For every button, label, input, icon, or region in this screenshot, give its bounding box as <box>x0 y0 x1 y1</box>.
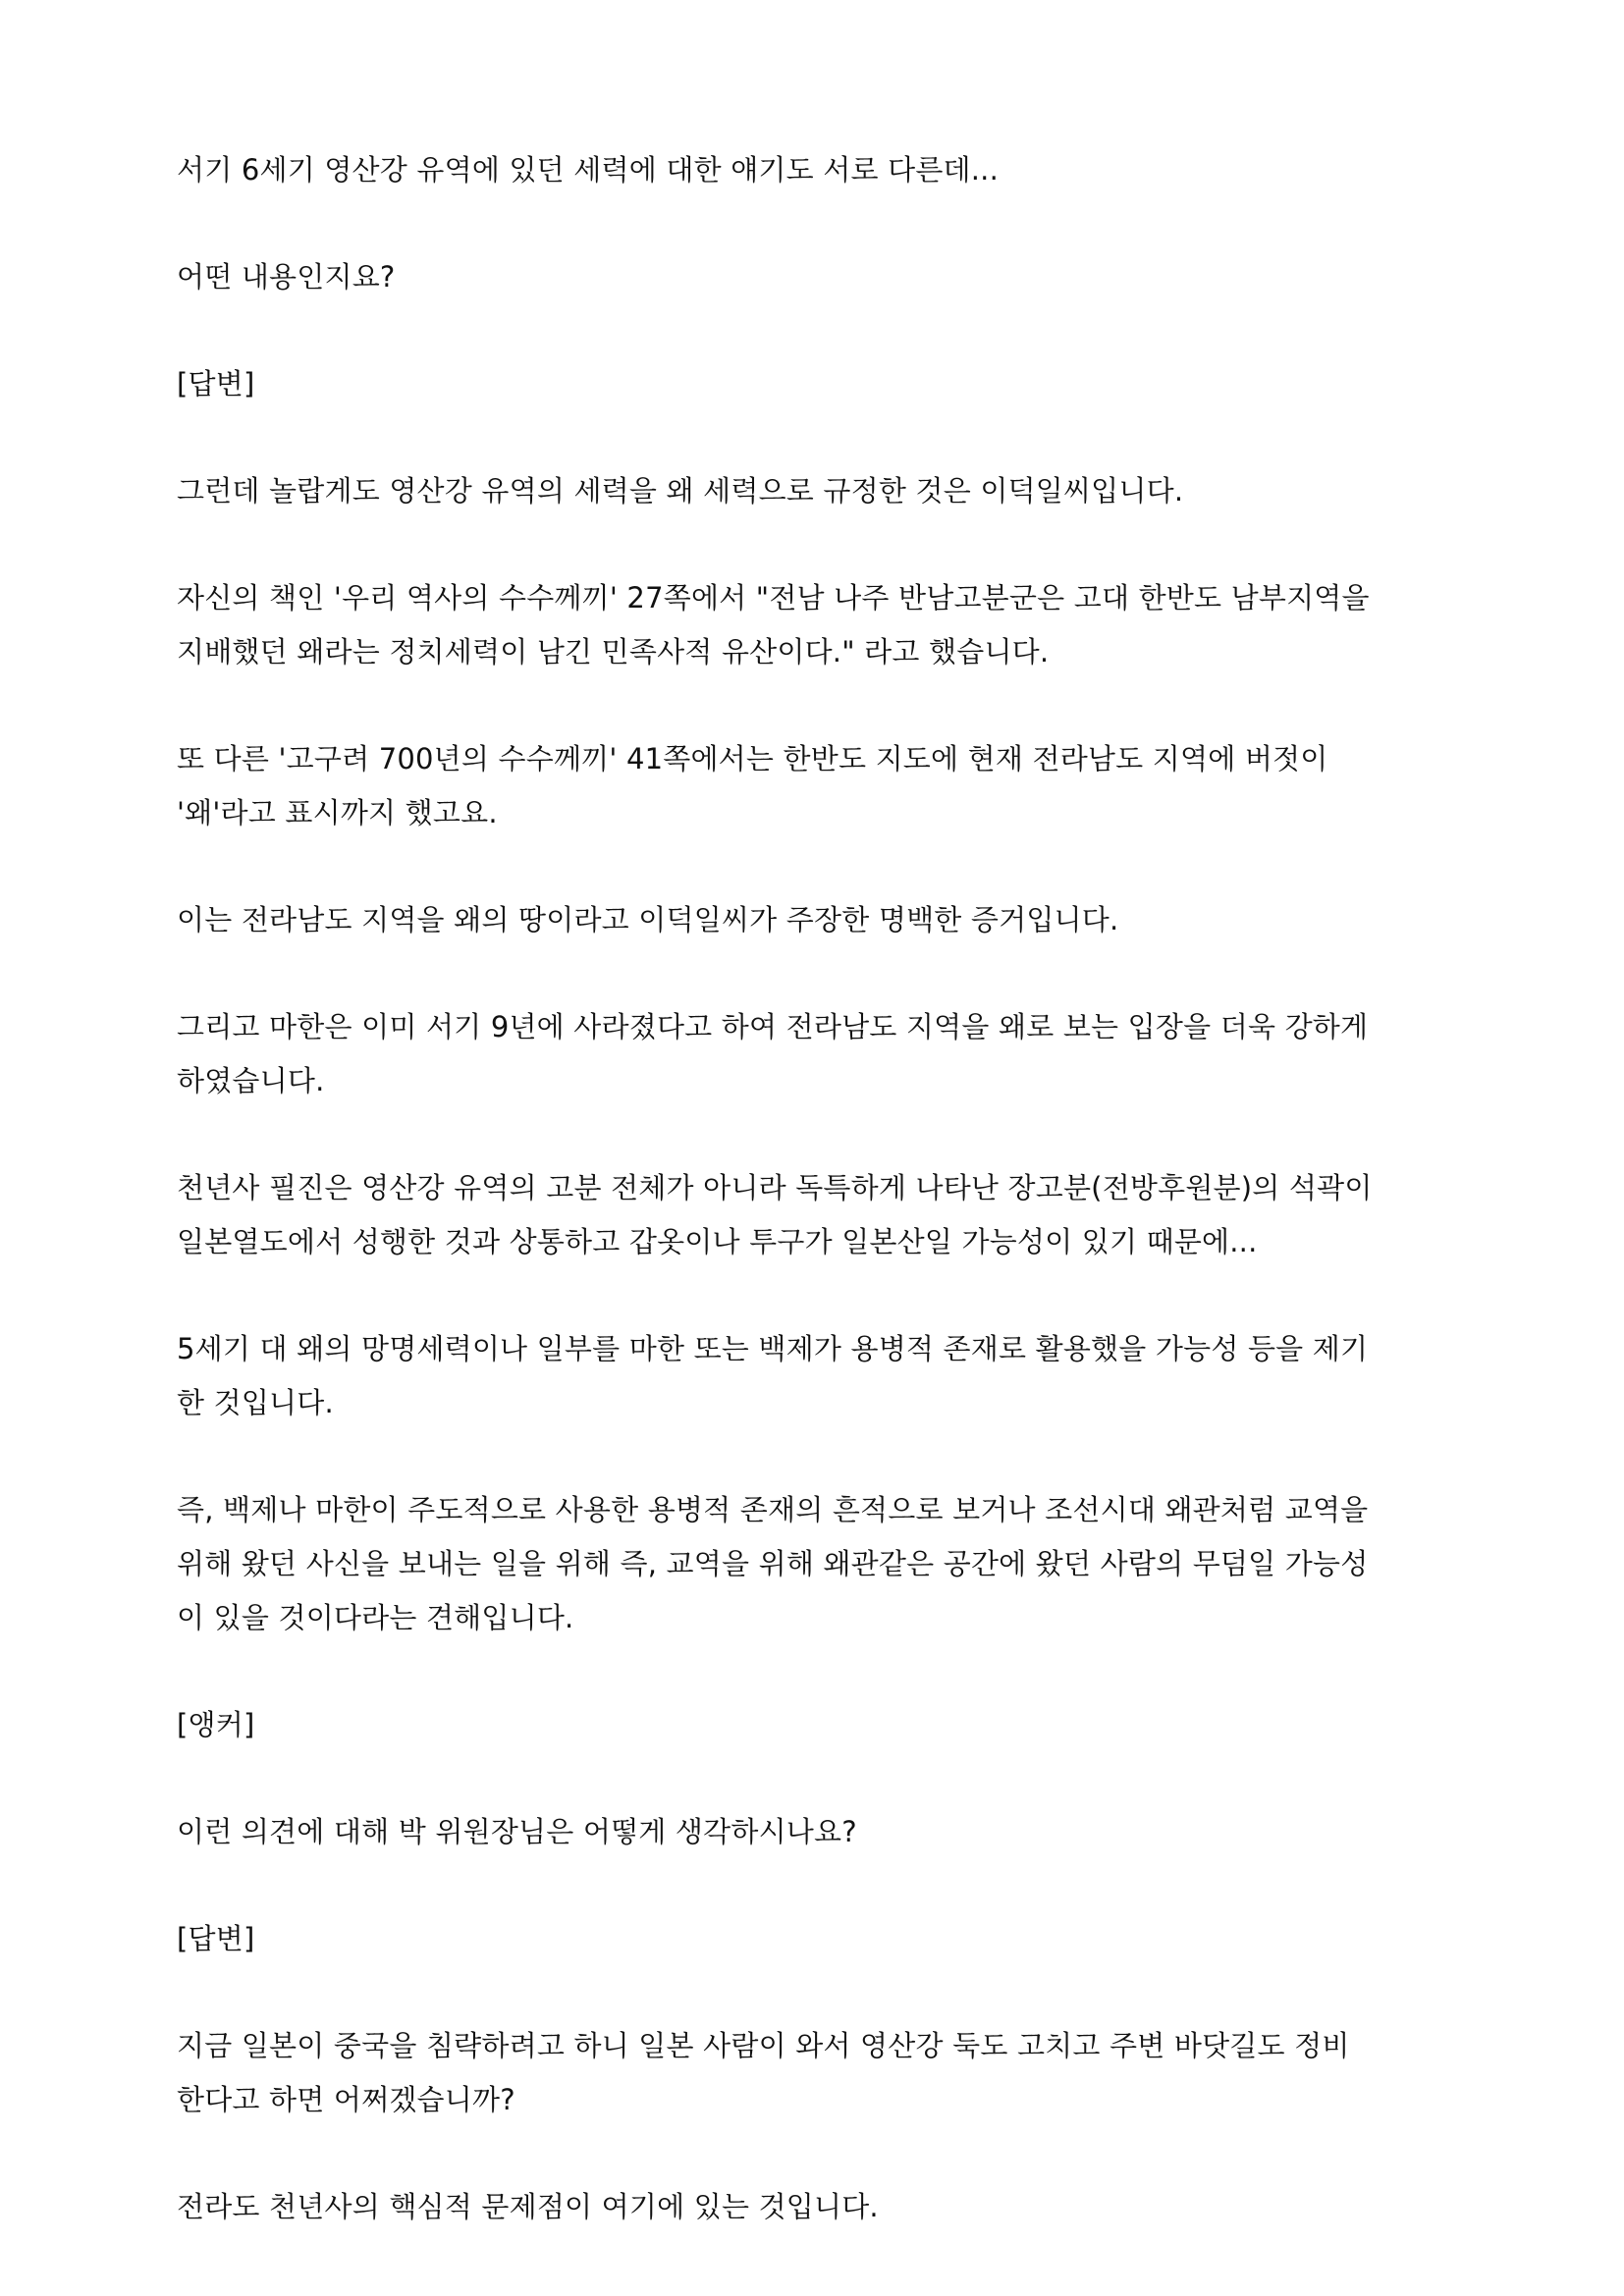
text-line: 어떤 내용인지요? <box>177 260 396 294</box>
text-line: '왜'라고 표시까지 했고요. <box>177 796 498 829</box>
text-line: 한다고 하면 어쩌겠습니까? <box>177 2083 515 2116</box>
text-line: 이런 의견에 대해 박 위원장님은 어떻게 생각하시나요? <box>177 1815 857 1848</box>
paragraph <box>177 2019 1453 2127</box>
text-line: 전라도 천년사의 핵심적 문제점이 여기에 있는 것입니다. <box>177 2190 879 2223</box>
text-line: 즉, 백제나 마한이 주도적으로 사용한 용병적 존재의 흔적으로 보거나 조선시대 왜관처럼 교역을 <box>177 1493 1369 1526</box>
text-line: [앵커] <box>177 1708 255 1741</box>
text-line: 하였습니다. <box>177 1064 325 1097</box>
paragraph <box>177 1000 1453 1108</box>
text-line: 서기 6세기 영산강 유역에 있던 세력에 대한 얘기도 서로 다른데... <box>177 153 1000 187</box>
paragraph <box>177 571 1453 679</box>
paragraph <box>177 1322 1453 1430</box>
paragraph <box>177 2180 1453 2234</box>
document-body <box>177 143 1453 2287</box>
text-line: 지배했던 왜라는 정치세력이 남긴 민족사적 유산이다." 라고 했습니다. <box>177 635 1050 668</box>
paragraph <box>177 357 1453 411</box>
text-line: 5세기 대 왜의 망명세력이나 일부를 마한 또는 백제가 용병적 존재로 활용했을 가능성 등을 제기 <box>177 1332 1369 1365</box>
paragraph <box>177 1698 1453 1752</box>
paragraph <box>177 732 1453 840</box>
paragraph <box>177 1483 1453 1645</box>
text-line: 한 것입니다. <box>177 1386 334 1419</box>
text-line: 위해 왔던 사신을 보내는 일을 위해 즉, 교역을 위해 왜관같은 공간에 왔던 사람의 무덤일 가능성 <box>177 1547 1369 1580</box>
text-line: [답변] <box>177 1922 255 1955</box>
paragraph <box>177 464 1453 518</box>
text-line: 자신의 책인 '우리 역사의 수수께끼' 27쪽에서 "전남 나주 반남고분군은 고대 한반도 남부지역을 <box>177 581 1370 614</box>
text-line: [답변] <box>177 367 255 400</box>
text-line: 그런데 놀랍게도 영산강 유역의 세력을 왜 세력으로 규정한 것은 이덕일씨입니다. <box>177 474 1184 507</box>
text-line: 이 있을 것이다라는 견해입니다. <box>177 1601 574 1634</box>
text-line: 또 다른 '고구려 700년의 수수께끼' 41쪽에서는 한반도 지도에 현재 전라남도 지역에 버젓이 <box>177 742 1328 775</box>
paragraph <box>177 143 1453 197</box>
text-line: 그리고 마한은 이미 서기 9년에 사라졌다고 하여 전라남도 지역을 왜로 보는 입장을 더욱 강하게 <box>177 1010 1369 1043</box>
paragraph <box>177 893 1453 947</box>
paragraph <box>177 1805 1453 1859</box>
text-line: 천년사 필진은 영산강 유역의 고분 전체가 아니라 독특하게 나타난 장고분(전방후원분)의 석곽이 <box>177 1171 1373 1204</box>
text-line: 이는 전라남도 지역을 왜의 땅이라고 이덕일씨가 주장한 명백한 증거입니다. <box>177 903 1119 936</box>
paragraph <box>177 250 1453 304</box>
paragraph <box>177 1912 1453 1966</box>
text-line: 일본열도에서 성행한 것과 상통하고 갑옷이나 투구가 일본산일 가능성이 있기 때문에... <box>177 1225 1258 1258</box>
paragraph <box>177 1161 1453 1269</box>
text-line: 지금 일본이 중국을 침략하려고 하니 일본 사람이 와서 영산강 둑도 고치고 주변 바닷길도 정비 <box>177 2029 1350 2062</box>
